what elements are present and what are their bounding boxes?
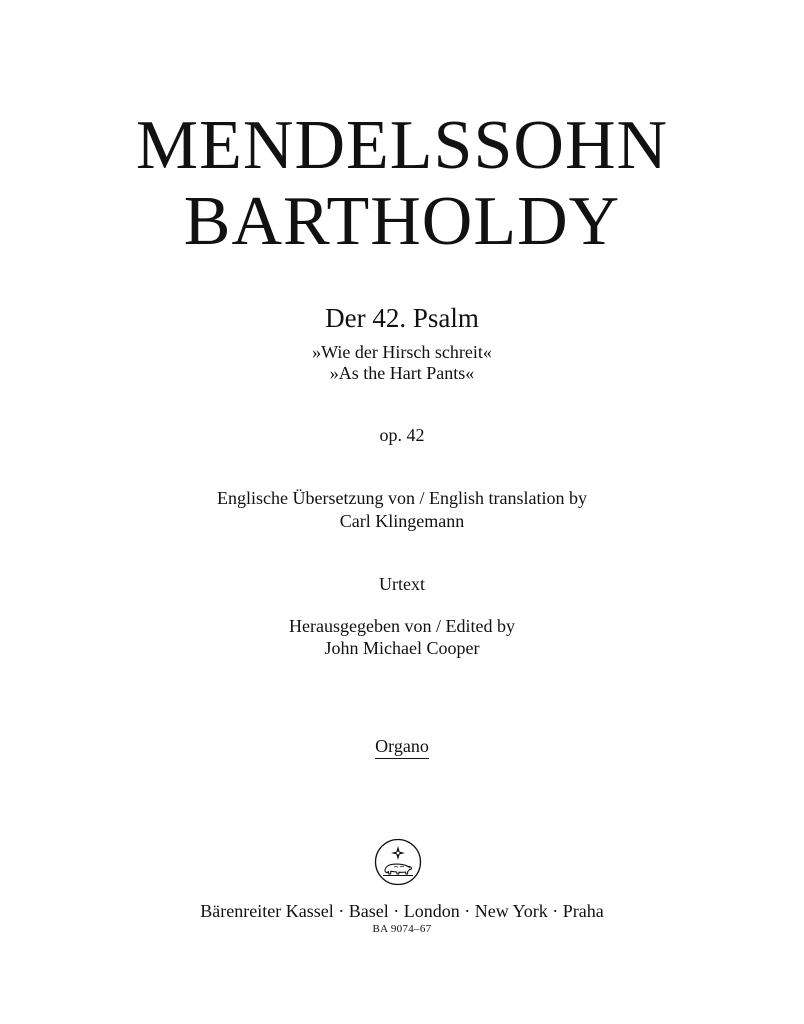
subtitle-english: »As the Hart Pants« [329, 363, 475, 383]
edited-by-label: Herausgegeben von / Edited by [289, 616, 515, 636]
baerenreiter-bear-star-logo-icon [374, 838, 422, 886]
subtitle-german: »Wie der Hirsch schreit« [312, 342, 492, 362]
work-title: Der 42. Psalm [325, 303, 479, 333]
translator-name: Carl Klingemann [339, 511, 465, 531]
editor-name: John Michael Cooper [324, 638, 480, 658]
part-name: Organo [375, 735, 429, 759]
translation-label: Englische Übersetzung von / English translation by [217, 488, 587, 508]
composer-name-line-1: MENDELSSOHN [135, 107, 669, 184]
part-designation [0, 735, 804, 759]
catalog-number: BA 9074–67 [372, 923, 432, 935]
composer-name-line-2: BARTHOLDY [183, 183, 621, 260]
urtext-label: Urtext [379, 574, 425, 594]
publisher-cities: Bärenreiter Kassel · Basel · London · New York · Praha [200, 901, 604, 921]
opus-number: op. 42 [379, 425, 425, 445]
